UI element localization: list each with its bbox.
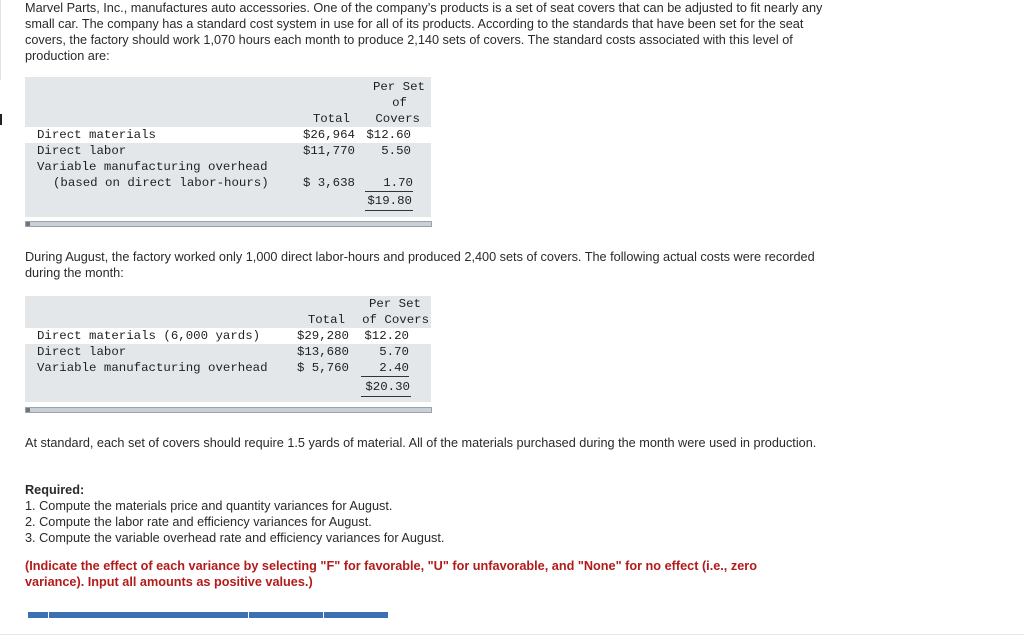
row-label: Direct labor: [37, 144, 127, 158]
col-header-total: Total: [307, 313, 345, 327]
col-header-of-covers: of Covers: [362, 313, 429, 327]
actual-cost-table: [25, 296, 431, 402]
row-total: $26,964: [302, 128, 355, 142]
row-label: Direct materials (6,000 yards): [37, 329, 261, 343]
row-label: (based on direct labor-hours): [53, 176, 269, 190]
row-per-set: 2.40: [361, 360, 409, 377]
row-per-set: 1.70: [365, 175, 413, 192]
required-section: [25, 482, 835, 546]
august-paragraph: During August, the factory worked only 1,000 direct labor-hours and produced 2,400 sets of covers. The following actual costs were recorded during the month:: [25, 250, 815, 280]
row-total: $ 5,760: [296, 361, 349, 375]
left-marker: [0, 114, 2, 125]
instruction-note: (Indicate the effect of each variance by selecting "F" for favorable, "U" for unfavorable, and "None" for no effect (i.e., zero variance). Input all amounts as positive values.): [25, 559, 757, 589]
row-per-set: $12.20: [364, 329, 409, 343]
row-total: $13,680: [296, 345, 349, 359]
intro-paragraph: Marvel Parts, Inc., manufactures auto accessories. One of the company’s products is a set of seat covers that can be adjusted to fit nearly any small car. The company has a standard cost system in use for all of its products. According to the standards that have been set for the seat covers, the factory should work 1,070 hours each month to produce 2,140 sets of covers. The standard costs associated with this level of production are:: [25, 1, 823, 63]
row-label: Direct materials: [37, 128, 156, 142]
tab-divider: [48, 612, 49, 618]
required-item: 1. Compute the materials price and quantity variances for August.: [25, 499, 393, 513]
row-total: $29,280: [296, 329, 349, 343]
tab-divider: [323, 612, 324, 618]
scrollbar-thumb[interactable]: [26, 222, 30, 226]
required-item: 3. Compute the variable overhead rate and efficiency variances for August.: [25, 531, 445, 545]
row-per-set: 5.70: [379, 345, 409, 359]
row-label: Variable manufacturing overhead: [37, 361, 268, 375]
table-scrollbar[interactable]: [25, 407, 432, 413]
required-title: Required:: [25, 483, 85, 497]
col-header-covers: Covers: [375, 112, 420, 126]
row-total: $11,770: [302, 144, 355, 158]
tab-divider: [248, 612, 249, 618]
grand-total: $19.80: [365, 193, 413, 211]
scrollbar-thumb[interactable]: [26, 408, 30, 412]
row-per-set: $12.60: [366, 128, 411, 142]
row-per-set: 5.50: [381, 144, 411, 158]
col-header-total: Total: [312, 112, 350, 126]
row-label: Direct labor: [37, 345, 127, 359]
row-total: $ 3,638: [302, 176, 355, 190]
required-item: 2. Compute the labor rate and efficiency variances for August.: [25, 515, 372, 529]
standard-paragraph: At standard, each set of covers should require 1.5 yards of material. All of the materials purchased during the month were used in production.: [25, 436, 817, 450]
bottom-divider: [0, 634, 1024, 635]
col-header-per-set: Per Set: [372, 80, 425, 94]
row-label: Variable manufacturing overhead: [37, 160, 268, 174]
col-header-per-set: Per Set: [368, 297, 421, 311]
col-header-of: of: [392, 96, 407, 110]
standard-cost-table: [25, 77, 431, 217]
grand-total: $20.30: [361, 379, 411, 397]
table-scrollbar[interactable]: [25, 221, 432, 227]
left-border: [0, 0, 1, 80]
answer-tabs-bar[interactable]: [28, 612, 388, 618]
